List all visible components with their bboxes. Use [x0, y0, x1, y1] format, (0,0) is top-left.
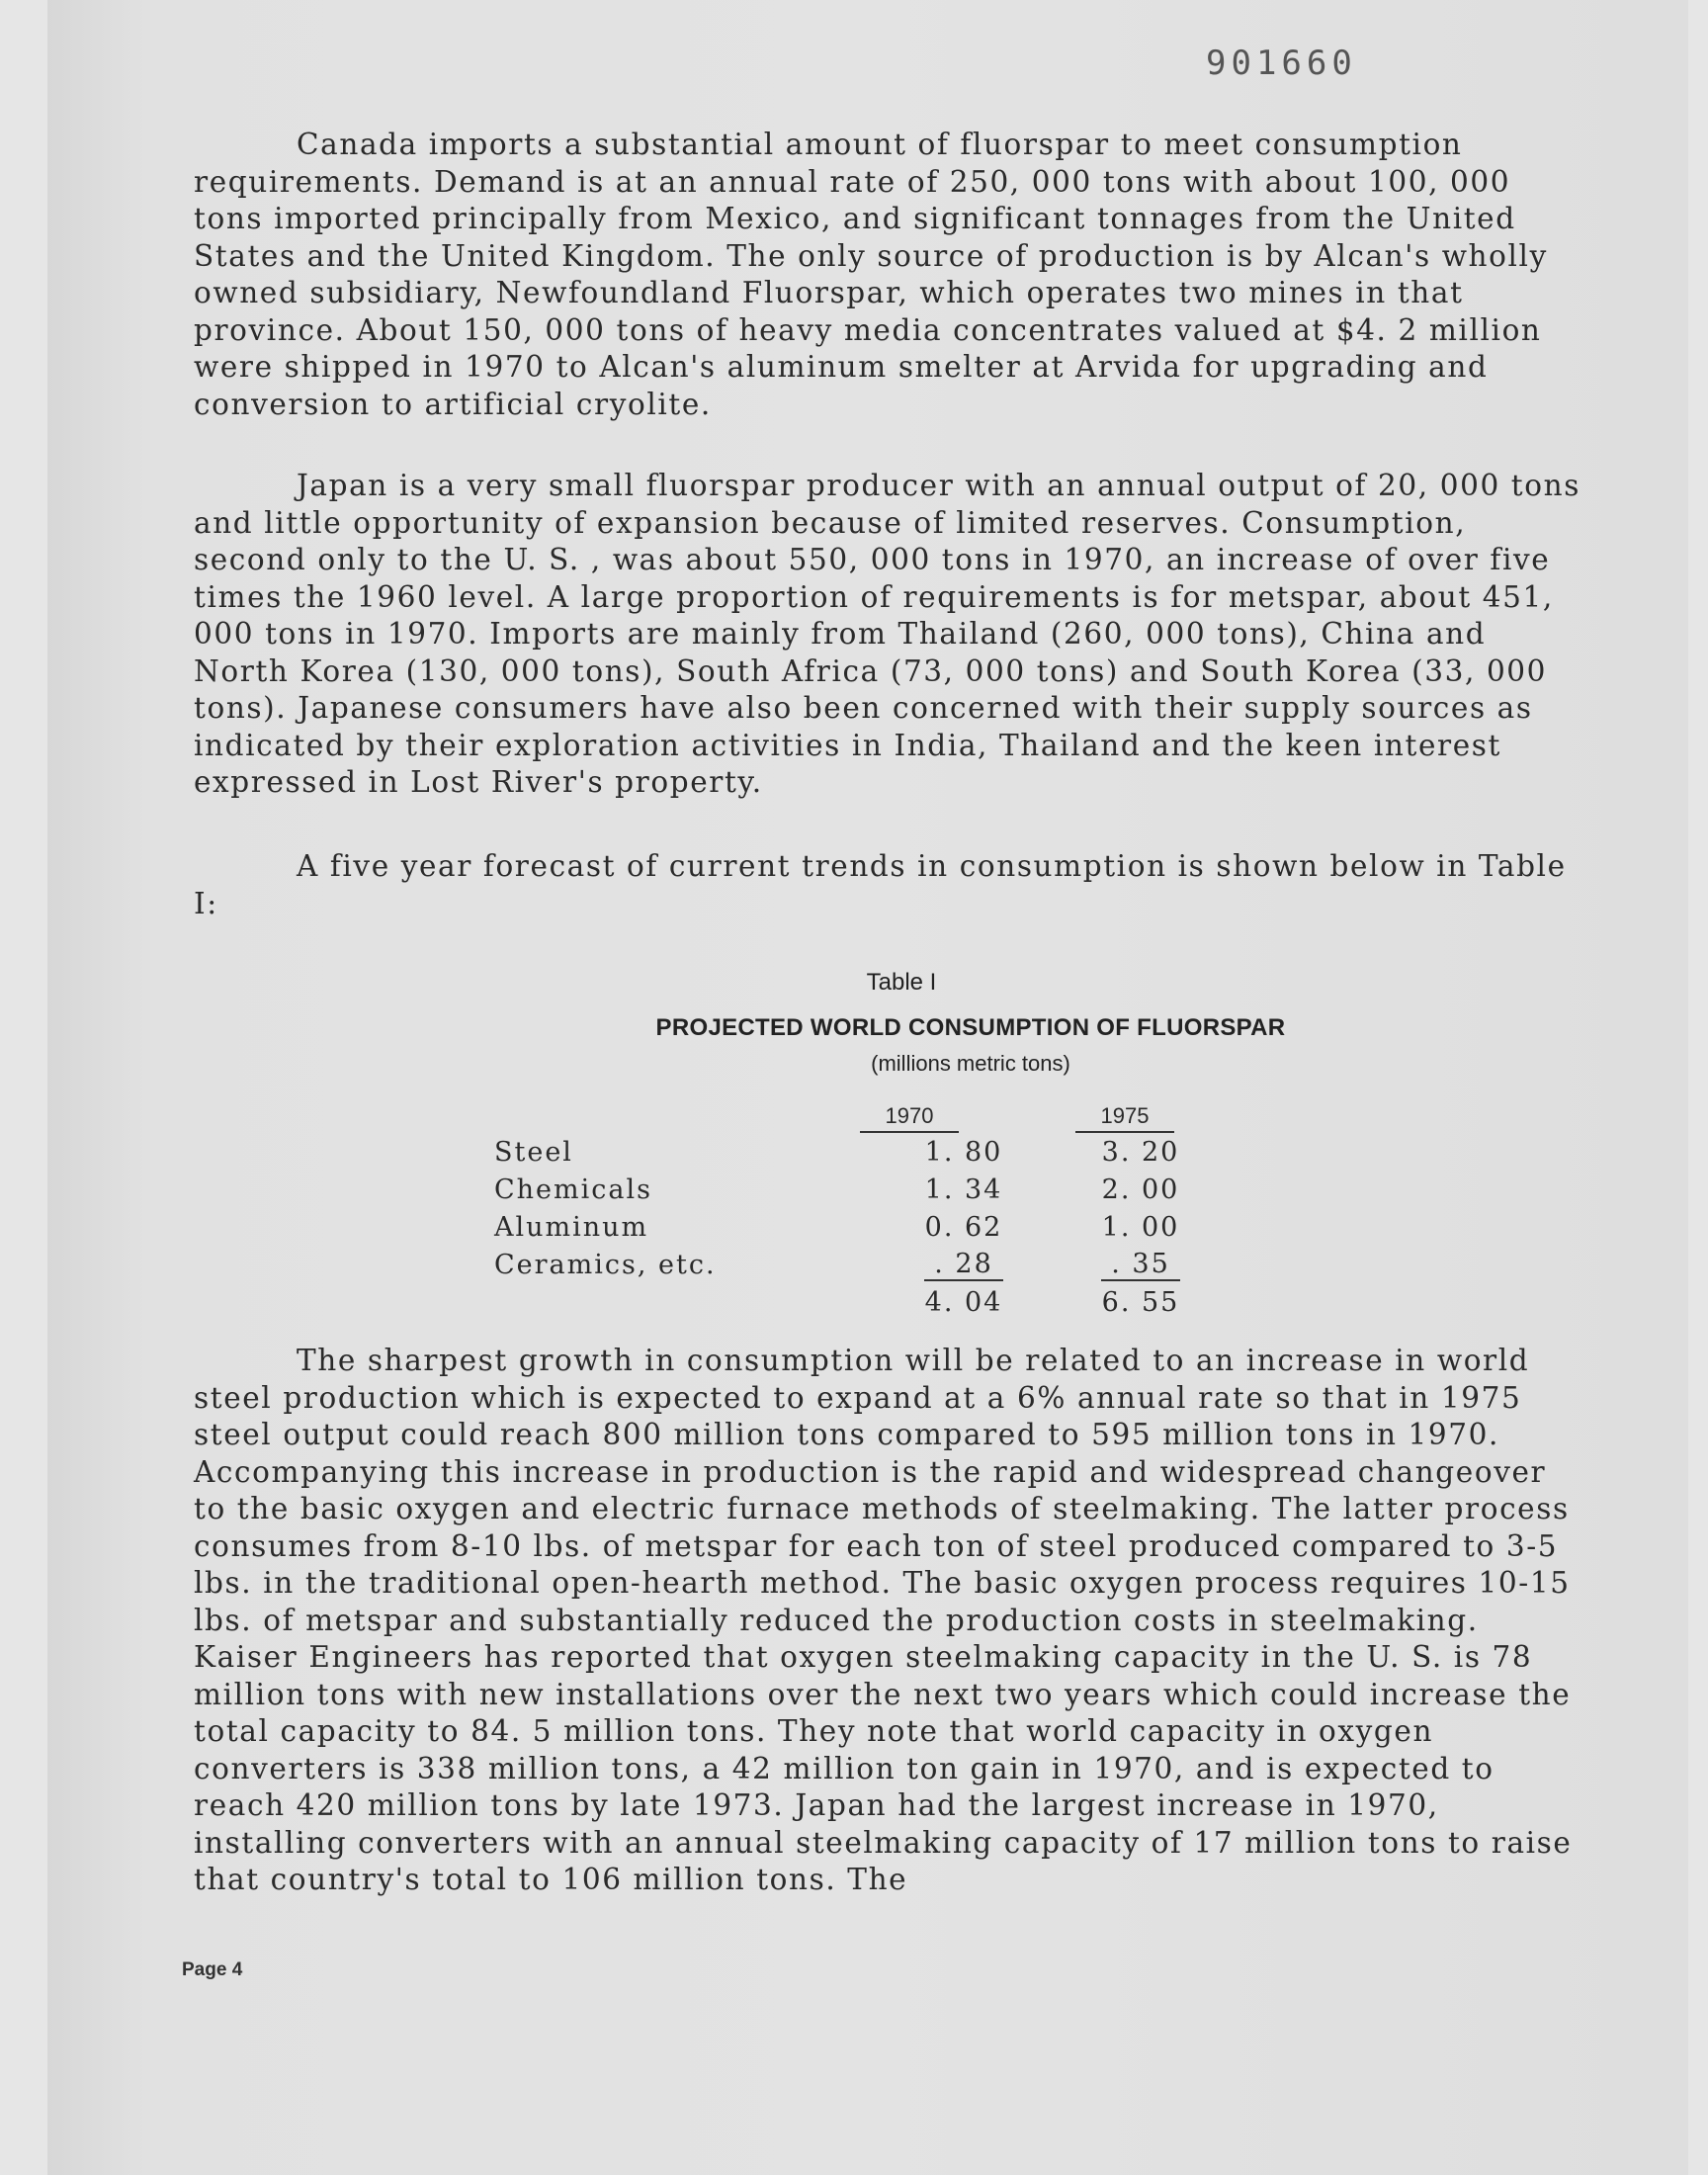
paragraph-japan: Japan is a very small fluorspar producer with an annual output of 20, 000 tons and little opportunity of expansion because of limited reserves. Consumption, second only to the U. S. , was about 550, 000 tons in 1970, an increase of over five times the 1960 level. A large proportion of requirements is for metspar, about 451, 000 tons in 1970. Imports are mainly from Thailand (260, 000 tons), China and North Korea (130, 000 tons), South Africa (73, 000 tons) and South Korea (33, 000 tons). Japanese consumers have also been concerned with their supply sources as indicated by their exploration activities in India, Thailand and the keen interest expressed in Lost River's property.	[194, 469, 1580, 799]
paragraph-steel-growth: The sharpest growth in consumption will be related to an increase in world steel production which is expected to expand at a 6% annual rate so that in 1975 steel output could reach 800 million tons compared to 595 million tons in 1970. Accompanying this increase in production is the rapid and widespread changeover to the basic oxygen and electric furnace methods of steelmaking. The latter process consumes from 8-10 lbs. of metspar for each ton of steel produced compared to 3-5 lbs. in the traditional open-hearth method. The basic oxygen process requires 10-15 lbs. of metspar and substantially reduced the production costs in steelmaking. Kaiser Engineers has reported that oxygen steelmaking capacity in the U. S. is 78 million tons with new installations over the next two years which could increase the total capacity to 84. 5 million tons. They note that world capacity in oxygen converters is 338 million tons, a 42 million ton gain in 1970, and is expected to reach 420 million tons by late 1973. Japan had the largest increase in 1970, installing converters with an annual steelmaking capacity of 17 million tons to raise that country's total to 106 million tons. The	[194, 1344, 1573, 1896]
column-header-1975: 1975	[1075, 1103, 1174, 1133]
paragraph-canada: Canada imports a substantial amount of fluorspar to meet consumption requirements. Demand is at an annual rate of 250, 000 tons with about 100, 000 tons imported principally from Mexico, and significant tonnages from the United States and the United Kingdom. The only source of production is by Alcan's wholly owned subsidiary, Newfoundland Fluorspar, which operates two mines in that province. About 150, 000 tons of heavy media concentrates valued at $4. 2 million were shipped in 1970 to Alcan's aluminum smelter at Arvida for upgrading and conversion to artificial cryolite.	[194, 128, 1548, 421]
value-1970: 1. 34	[924, 1174, 1003, 1205]
table-title: PROJECTED WORLD CONSUMPTION OF FLUORSPAR	[655, 1014, 1286, 1041]
value-1970-cell	[856, 1246, 1071, 1283]
value-1970: 0. 62	[924, 1211, 1003, 1243]
table-row	[494, 1133, 1210, 1171]
table-row	[494, 1246, 1210, 1283]
total-label-blank	[494, 1283, 856, 1321]
value-1970: . 28	[924, 1249, 1003, 1281]
row-label: Chemicals	[494, 1174, 652, 1205]
value-1975-cell	[1071, 1246, 1210, 1283]
value-1970: 1. 80	[924, 1136, 1003, 1168]
document-page	[47, 0, 1688, 2175]
table-unit: (millions metric tons)	[871, 1051, 1070, 1076]
value-1975: 3. 20	[1101, 1136, 1180, 1168]
row-label: Aluminum	[494, 1211, 649, 1243]
page-number-footer: Page 4	[182, 1959, 243, 1980]
table-row	[494, 1208, 1210, 1246]
value-1975: 1. 00	[1101, 1211, 1180, 1243]
document-number: 901660	[1206, 44, 1357, 83]
table-row	[494, 1171, 1210, 1208]
paragraph-forecast-intro: A five year forecast of current trends in consumption is shown below in Table I:	[194, 849, 1567, 920]
column-header-1970: 1970	[860, 1103, 959, 1133]
total-1975: 6. 55	[1101, 1286, 1180, 1318]
total-1970: 4. 04	[924, 1286, 1003, 1318]
value-1975: 2. 00	[1101, 1174, 1180, 1205]
consumption-table	[494, 1133, 1210, 1321]
table-label: Table I	[866, 969, 937, 996]
row-label: Steel	[494, 1136, 573, 1168]
row-label: Ceramics, etc.	[494, 1249, 717, 1280]
value-1975: . 35	[1101, 1249, 1180, 1281]
table-total-row	[494, 1283, 1210, 1321]
